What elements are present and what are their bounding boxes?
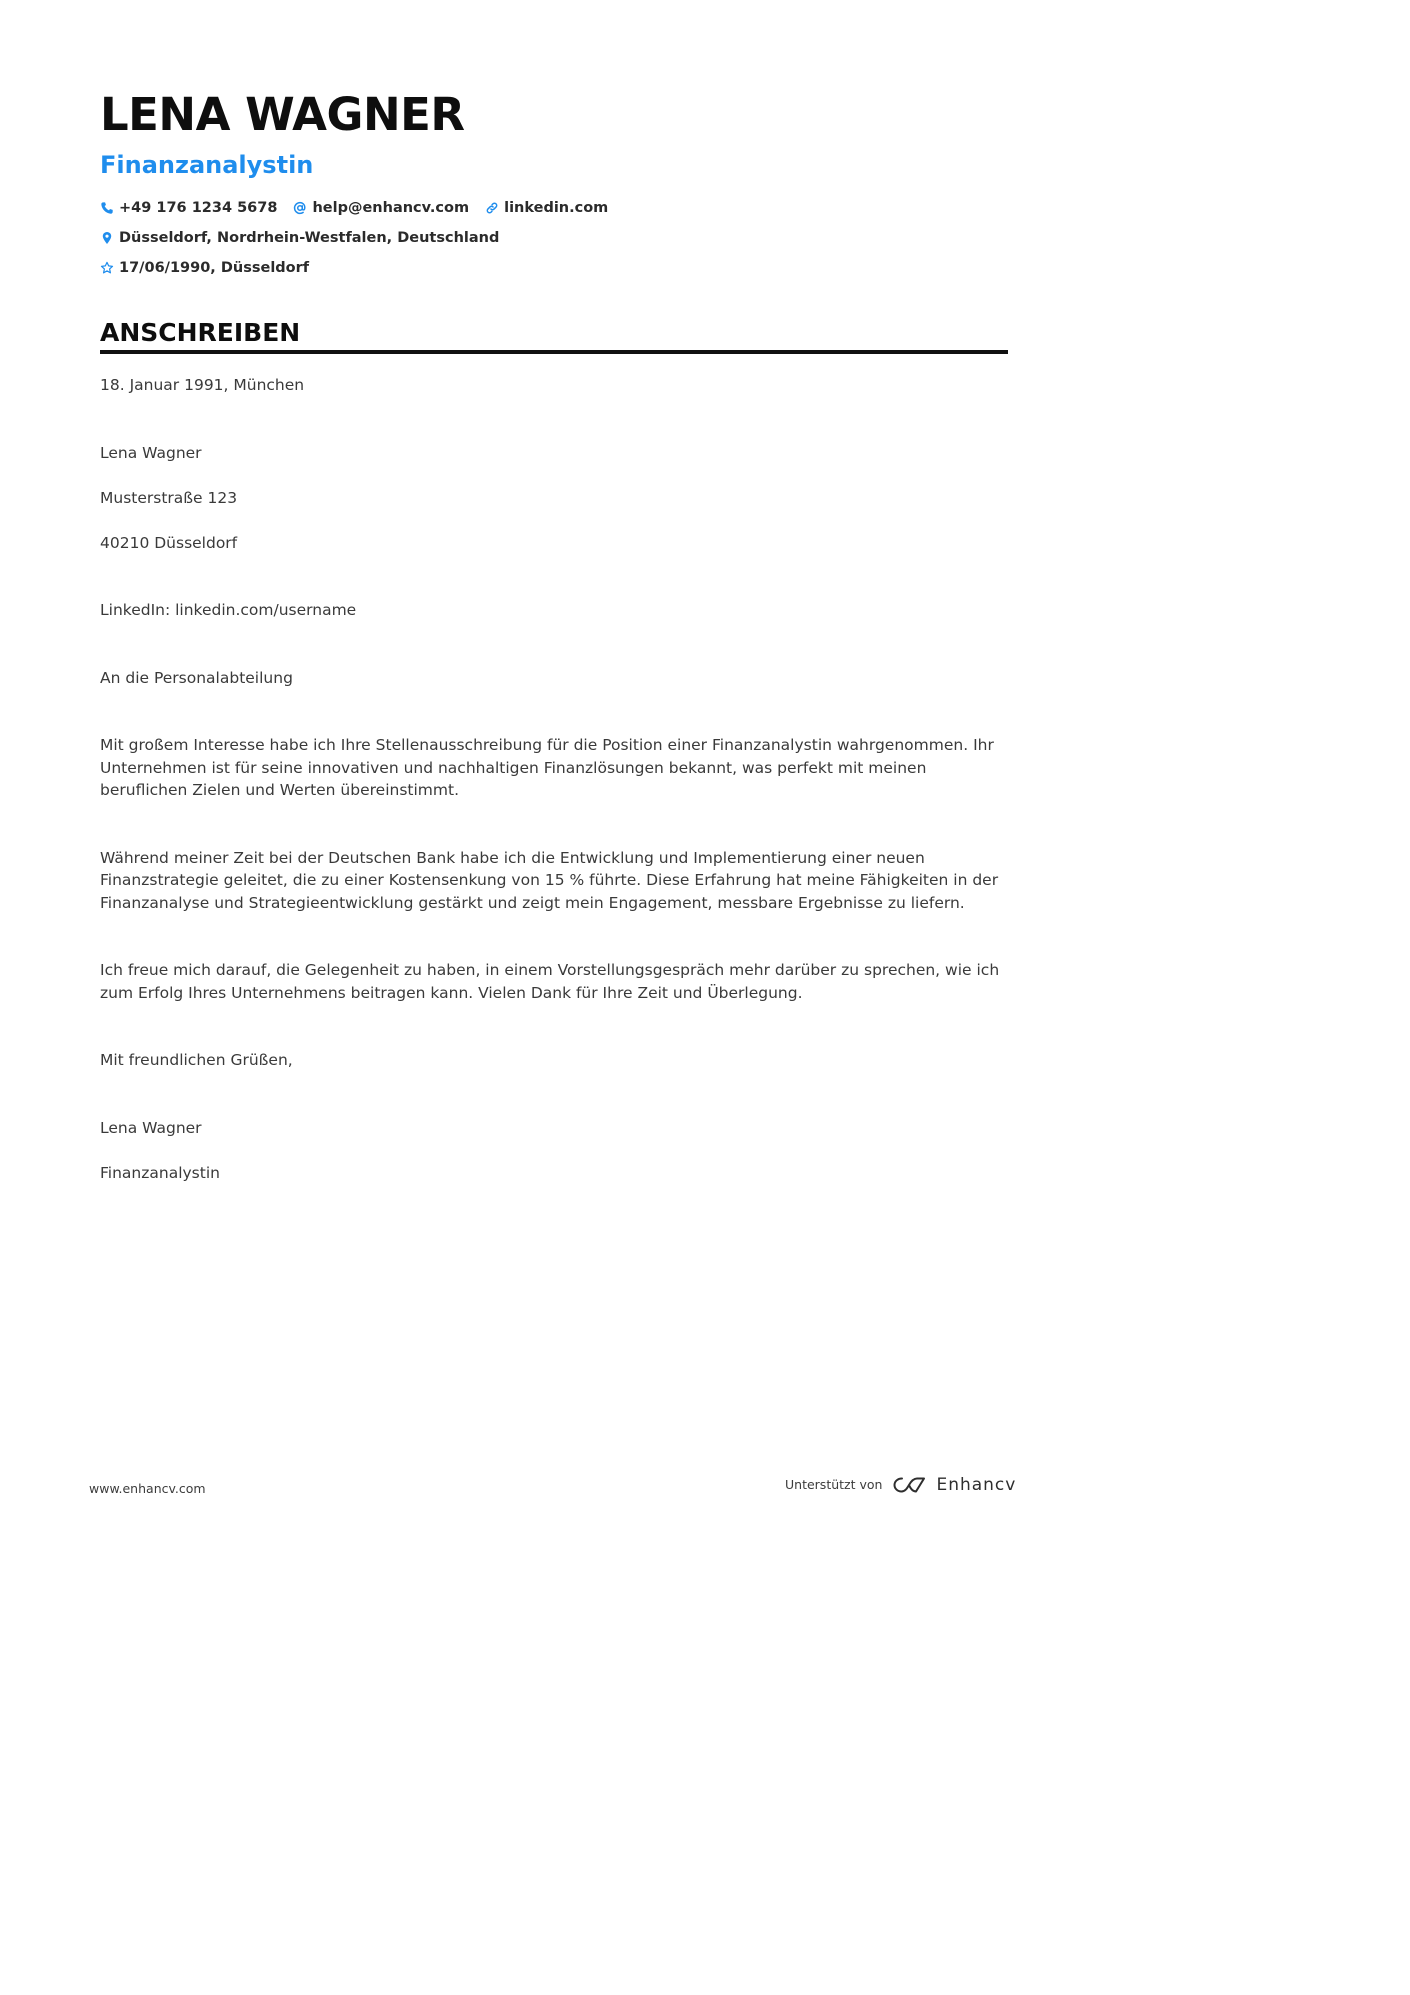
sender-name: Lena Wagner [100,443,202,462]
section-title: ANSCHREIBEN [100,318,301,347]
phone-icon [100,201,114,215]
letter-paragraph: Während meiner Zeit bei der Deutschen Bank habe ich die Entwicklung und Implementierung einer neuen Finanzstrategie geleitet, die zu einer Kostensenkung von 15 % führte. Diese Erfahrung hat meine Fähigkeiten in der Finanzanalyse und Strategieentwicklung gestärkt und zeigt mein Engagement, messbare Ergebnisse zu liefern. [100,848,999,912]
contact-phone-text: +49 176 1234 5678 [119,200,278,216]
contact-bar [100,198,1020,278]
section-divider [100,350,1008,354]
footer-website-link[interactable]: www.enhancv.com [89,1481,206,1496]
letter-recipient: An die Personalabteilung [100,668,293,687]
applicant-role: Finanzanalystin [100,151,314,179]
link-icon [485,201,499,215]
contact-phone[interactable] [100,198,277,218]
powered-by-label: Unterstützt von [785,1477,883,1492]
letter-paragraph: Mit großem Interesse habe ich Ihre Stellenausschreibung für die Position einer Finanzanalystin wahrgenommen. Ihr Unternehmen ist für seine innovativen und nachhaltigen Finanzlösungen bekannt, was perfekt mit meinen beruflichen Zielen und Werten übereinstimmt. [100,736,994,799]
letter-paragraph: Ich freue mich darauf, die Gelegenheit zu haben, in einem Vorstellungsgespräch mehr darüber zu sprechen, wie ich zum Erfolg Ihres Unternehmens beitragen kann. Vielen Dank für Ihre Zeit und Überlegung. [100,961,1000,1002]
contact-linkedin[interactable] [485,198,608,218]
letter-body [100,374,1000,1184]
contact-email-text: help@enhancv.com [312,200,470,216]
star-icon [100,261,114,275]
signature-title: Finanzanalystin [100,1163,220,1182]
letter-date-place: 18. Januar 1991, München [100,376,305,394]
applicant-name: LENA WAGNER [100,88,465,141]
location-pin-icon [100,231,114,245]
contact-email[interactable] [293,198,469,218]
brand-name: Enhancv [936,1475,1017,1495]
footer-branding[interactable] [785,1474,1016,1496]
enhancv-logo-icon [891,1474,927,1496]
letter-closing: Mit freundlichen Grüßen, [100,1051,293,1069]
sender-linkedin: LinkedIn: linkedin.com/username [100,601,357,619]
sender-city: 40210 Düsseldorf [100,533,238,552]
at-icon [293,201,307,215]
contact-linkedin-text: linkedin.com [504,200,609,216]
contact-location [100,228,499,248]
sender-street: Musterstraße 123 [100,488,238,507]
contact-location-text: Düsseldorf, Nordrhein-Westfalen, Deutschland [119,230,500,246]
signature-name: Lena Wagner [100,1118,202,1137]
contact-birth-text: 17/06/1990, Düsseldorf [119,260,310,276]
contact-birth [100,258,1020,278]
